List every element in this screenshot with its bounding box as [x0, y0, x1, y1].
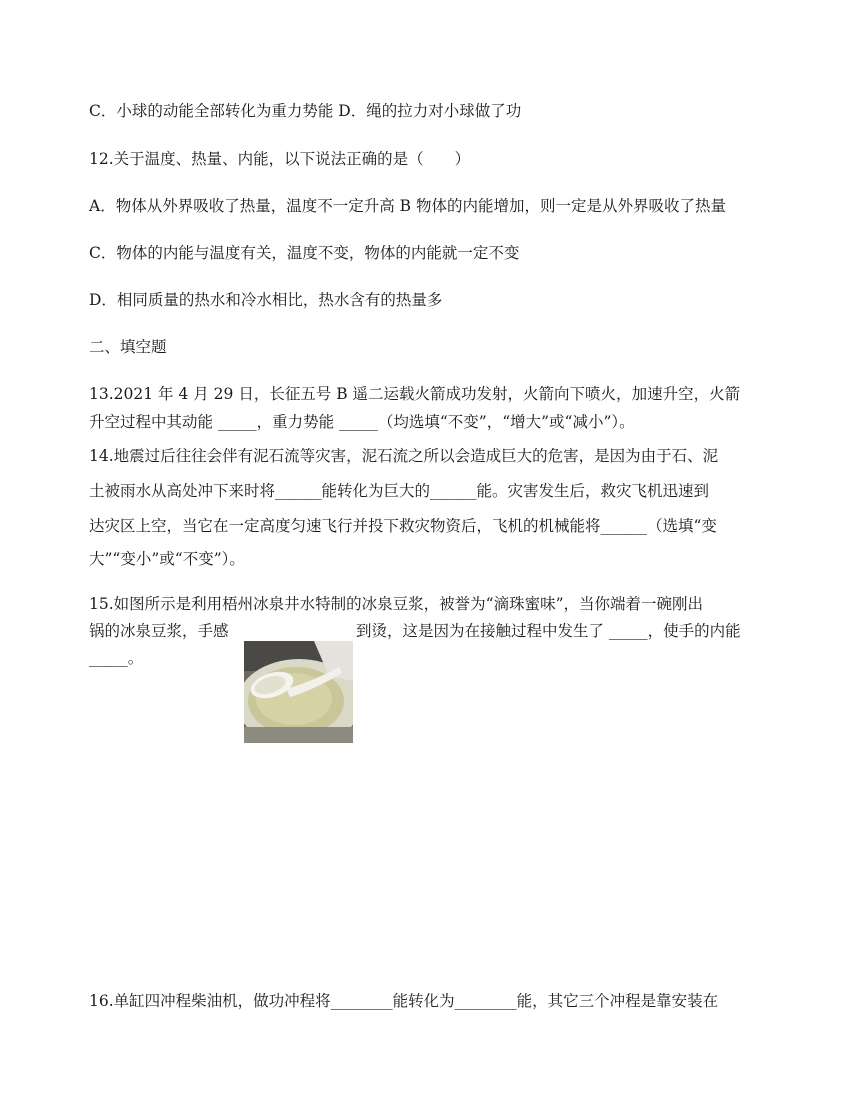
- q13-line-2: 升空过程中其动能 _____，重力势能 _____（均选填“不变”，“增大”或“减小”）。: [89, 413, 635, 431]
- q14-line-4: 大”“变小”或“不变”）。: [89, 550, 245, 568]
- q14-line-2: 土被雨水从高处冲下来时将______能转化为巨大的______能。灾害发生后，救灾飞机迅速到: [89, 482, 710, 500]
- q15-line-2a: 锅的冰泉豆浆，手感: [89, 622, 229, 640]
- q14-line-1: 14.地震过后往往会伴有泥石流等灾害，泥石流之所以会造成巨大的危害，是因为由于石、泥: [89, 447, 719, 465]
- q12-option-a-b: A．物体从外界吸收了热量，温度不一定升高 B 物体的内能增加，则一定是从外界吸收了热量: [89, 197, 726, 215]
- q14-line-3: 达灾区上空，当它在一定高度匀速飞行并投下救灾物资后，飞机的机械能将______（选填“变: [89, 517, 717, 535]
- q13-line-1: 13.2021 年 4 月 29 日，长征五号 B 遥二运载火箭成功发射，火箭向下喷火，加速升空，火箭: [89, 385, 741, 403]
- q16-line-1: 16.单缸四冲程柴油机，做功冲程将________能转化为________能，其它三个冲程是靠安装在: [89, 992, 719, 1010]
- q15-line-1: 15.如图所示是利用梧州冰泉井水特制的冰泉豆浆，被誉为“滴珠蜜味”，当你端着一碗刚出: [89, 595, 704, 613]
- q12-option-c: C．物体的内能与温度有关，温度不变，物体的内能就一定不变: [89, 244, 520, 262]
- soy-milk-bowl-image: [244, 641, 353, 743]
- q15-line-2b: 到烫，这是因为在接触过程中发生了 _____，使手的内能: [356, 622, 741, 640]
- q12-stem: 12.关于温度、热量、内能，以下说法正确的是（ ）: [89, 150, 471, 168]
- soy-milk-bowl-photo: [244, 641, 353, 743]
- q15-line-3: _____。: [89, 649, 144, 667]
- q12-option-d: D．相同质量的热水和冷水相比，热水含有的热量多: [89, 291, 443, 309]
- section-heading-fill-in: 二、填空题: [89, 338, 167, 356]
- q11-option-c-d: C．小球的动能全部转化为重力势能 D．绳的拉力对小球做了功: [89, 102, 522, 120]
